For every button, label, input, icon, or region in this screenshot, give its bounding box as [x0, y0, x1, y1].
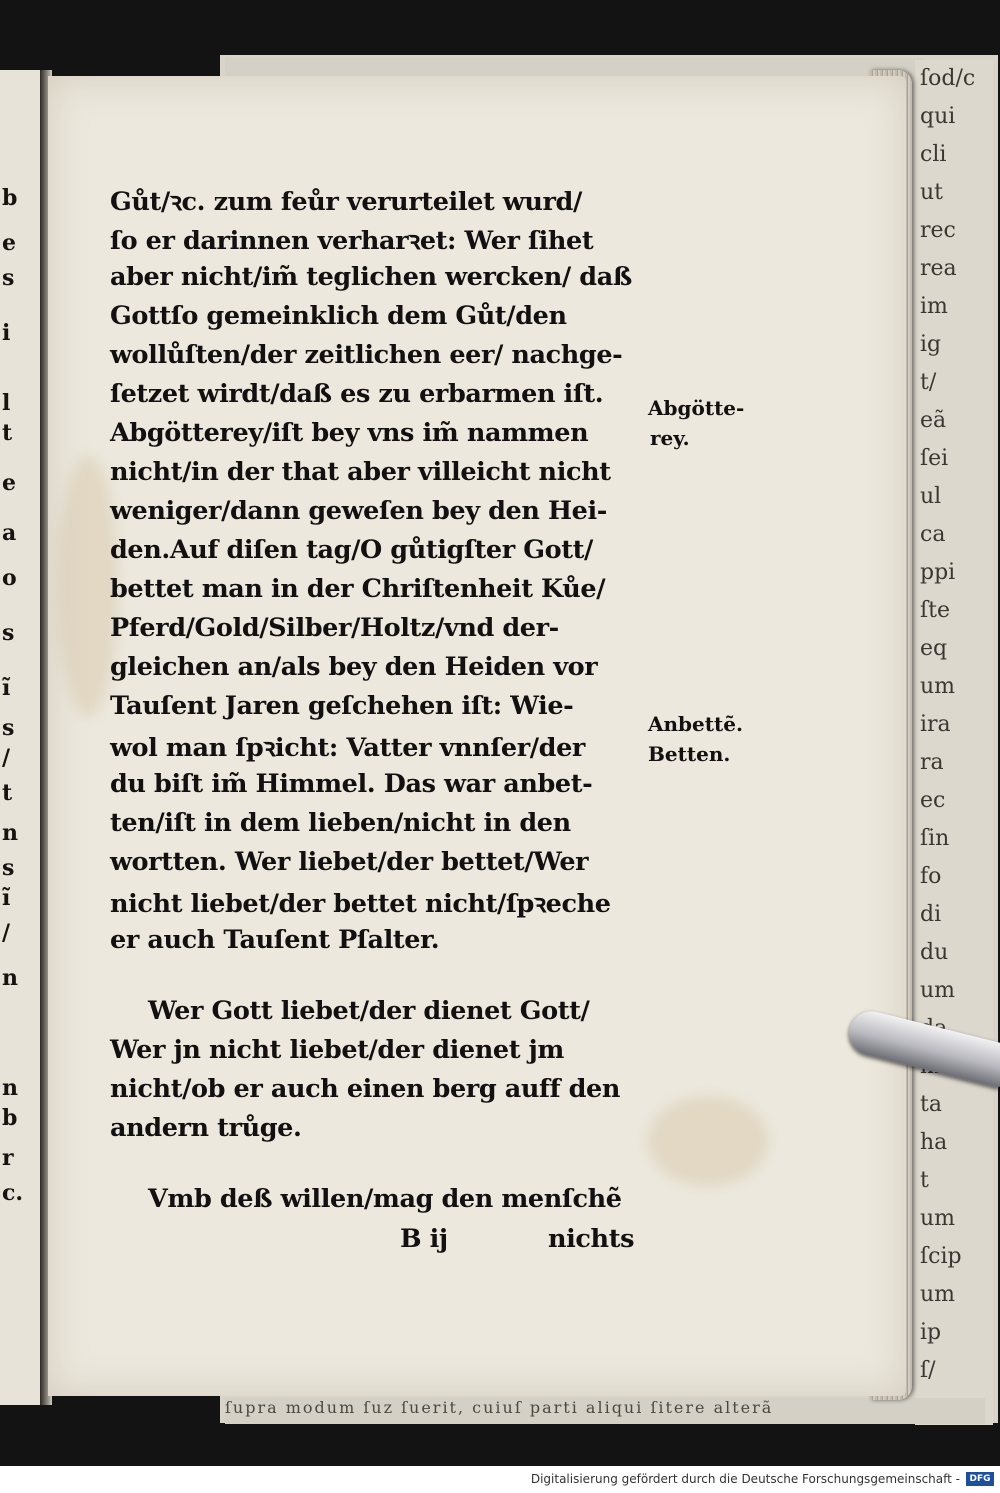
- page-stain: [648, 1096, 768, 1186]
- right-page-glyph: ſei: [920, 446, 949, 471]
- text-line: Pferd/Gold/Silber/Holtz/vnd der-: [110, 613, 559, 643]
- catchword: nichts: [548, 1224, 635, 1254]
- left-page-glyph: /: [2, 920, 11, 946]
- right-page-glyph: um: [920, 978, 956, 1003]
- right-page-glyph: ſ/: [920, 1358, 936, 1383]
- left-page-glyph: t: [2, 420, 13, 446]
- text-line: wollůſten/der zeitlichen eer/ nachge-: [110, 340, 623, 370]
- text-line: Abgötterey/iſt bey vns im̃ nammen: [110, 418, 589, 448]
- text-line: andern trůge.: [110, 1113, 302, 1143]
- text-line: Tauſent Jaren geſchehen iſt: Wie-: [110, 691, 574, 721]
- dfg-logo: DFG: [966, 1472, 994, 1486]
- right-page-glyph: ip: [920, 1320, 942, 1345]
- right-page-glyph: ſod/c: [920, 66, 976, 91]
- left-page-glyph: n: [2, 820, 18, 846]
- text-line: nicht/in der that aber villeicht nicht: [110, 457, 611, 487]
- right-page-glyph: ppi: [920, 560, 956, 585]
- text-line: ſo er darinnen verharꝛet: Wer ſihet: [110, 226, 594, 256]
- right-page-glyph: im: [920, 294, 948, 319]
- left-page-glyph: /: [2, 745, 11, 771]
- left-page-glyph: a: [2, 520, 17, 546]
- right-page-glyph: ſin: [920, 826, 950, 851]
- left-page-glyph: b: [2, 185, 18, 211]
- left-page-glyph: t: [2, 780, 13, 806]
- left-page-glyph: e: [2, 230, 16, 256]
- text-line: wortten. Wer liebet/der bettet/Wer: [110, 847, 589, 877]
- right-page-glyph: ra: [920, 750, 944, 775]
- right-page-glyph: um: [920, 1282, 956, 1307]
- right-page-glyph: rea: [920, 256, 957, 281]
- left-page-glyph: o: [2, 565, 17, 591]
- text-line: bettet man in der Chriſtenheit Kůe/: [110, 574, 606, 604]
- top-waste-strip: [225, 58, 925, 78]
- text-line: den.Auf diſen tag/O gůtigſter Gott/: [110, 535, 593, 565]
- right-page-glyph: ſte: [920, 598, 951, 623]
- left-page-glyph: c.: [2, 1180, 24, 1206]
- left-page-glyph: s: [2, 715, 15, 741]
- text-line: er auch Tauſent Pſalter.: [110, 925, 440, 955]
- text-line: gleichen an/als bey den Heiden vor: [110, 652, 598, 682]
- left-page-glyph: ĩ: [2, 675, 11, 701]
- text-line: ſetzet wirdt/daß es zu erbarmen iſt.: [110, 379, 604, 409]
- right-page-glyph: eã: [920, 408, 947, 433]
- right-page-glyph: um: [920, 674, 956, 699]
- footer-credit: Digitalisierung gefördert durch die Deutsche Forschungsgemeinschaft -: [530, 1472, 960, 1486]
- right-page-glyph: qui: [920, 104, 956, 129]
- text-line: nicht liebet/der bettet nicht/ſpꝛeche: [110, 889, 611, 919]
- footer-bar: [0, 1466, 1000, 1493]
- left-page-glyph: n: [2, 1075, 18, 1101]
- text-line: du biſt im̃ Himmel. Das war anbet-: [110, 769, 593, 799]
- right-page-glyph: ig: [920, 332, 942, 357]
- text-line: Wer Gott liebet/der dienet Gott/: [148, 996, 590, 1026]
- text-line: Gůt/ꝛc. zum feůr verurteilet wurd/: [110, 187, 582, 217]
- left-page-glyph: r: [2, 1145, 14, 1171]
- left-page-glyph: e: [2, 470, 16, 496]
- left-page-glyph: ĩ: [2, 885, 11, 911]
- marginal-note: Anbettẽ.: [648, 712, 743, 736]
- right-page-glyph: ta: [920, 1092, 942, 1117]
- right-page-glyph: ha: [920, 1130, 948, 1155]
- right-page-glyph: t/: [920, 370, 937, 395]
- text-line: Wer jn nicht liebet/der dienet jm: [110, 1035, 564, 1065]
- text-line: Gottſo gemeinklich dem Gůt/den: [110, 301, 567, 331]
- right-page-glyph: cli: [920, 142, 947, 167]
- left-page-glyph: b: [2, 1105, 18, 1131]
- text-line: Vmb deß willen/mag den menſchẽ: [148, 1184, 622, 1214]
- signature-mark: B ij: [400, 1224, 448, 1254]
- text-line: aber nicht/im̃ teglichen wercken/ daß: [110, 262, 632, 292]
- left-page-glyph: n: [2, 965, 18, 991]
- text-line: weniger/dann geweſen bey den Hei-: [110, 496, 607, 526]
- bottom-waste-strip: [225, 1398, 985, 1424]
- right-page-glyph: eq: [920, 636, 948, 661]
- right-page-glyph: ec: [920, 788, 946, 813]
- right-page-glyph: ul: [920, 484, 942, 509]
- text-line: wol man ſpꝛicht: Vatter vnnſer/der: [110, 733, 585, 763]
- right-page-glyph: ut: [920, 180, 944, 205]
- marginal-note: Betten.: [648, 742, 731, 766]
- right-page-glyph: ſcip: [920, 1244, 962, 1269]
- text-line: nicht/ob er auch einen berg auff den: [110, 1074, 621, 1104]
- page-stain: [58, 456, 118, 716]
- right-page-glyph: di: [920, 902, 942, 927]
- right-page-glyph: ira: [920, 712, 951, 737]
- right-page-glyph: du: [920, 940, 949, 965]
- marginal-note: rey.: [650, 426, 690, 450]
- right-page-glyph: t: [920, 1168, 929, 1193]
- bottom-strip-text: ſupra modum ſuz ſuerit, cuiuſ parti aliqui ſitere alterã: [225, 1398, 774, 1417]
- right-page-glyph: rec: [920, 218, 956, 243]
- right-page-glyph: um: [920, 1206, 956, 1231]
- left-page-glyph: s: [2, 265, 15, 291]
- text-line: ten/iſt in dem lieben/nicht in den: [110, 808, 571, 838]
- left-page-glyph: l: [2, 390, 11, 416]
- marginal-note: Abgötte-: [648, 396, 745, 420]
- left-page-glyph: s: [2, 620, 15, 646]
- right-page-glyph: ca: [920, 522, 946, 547]
- left-page-glyph: i: [2, 320, 11, 346]
- left-page-glyph: s: [2, 855, 15, 881]
- right-page-glyph: fo: [920, 864, 942, 889]
